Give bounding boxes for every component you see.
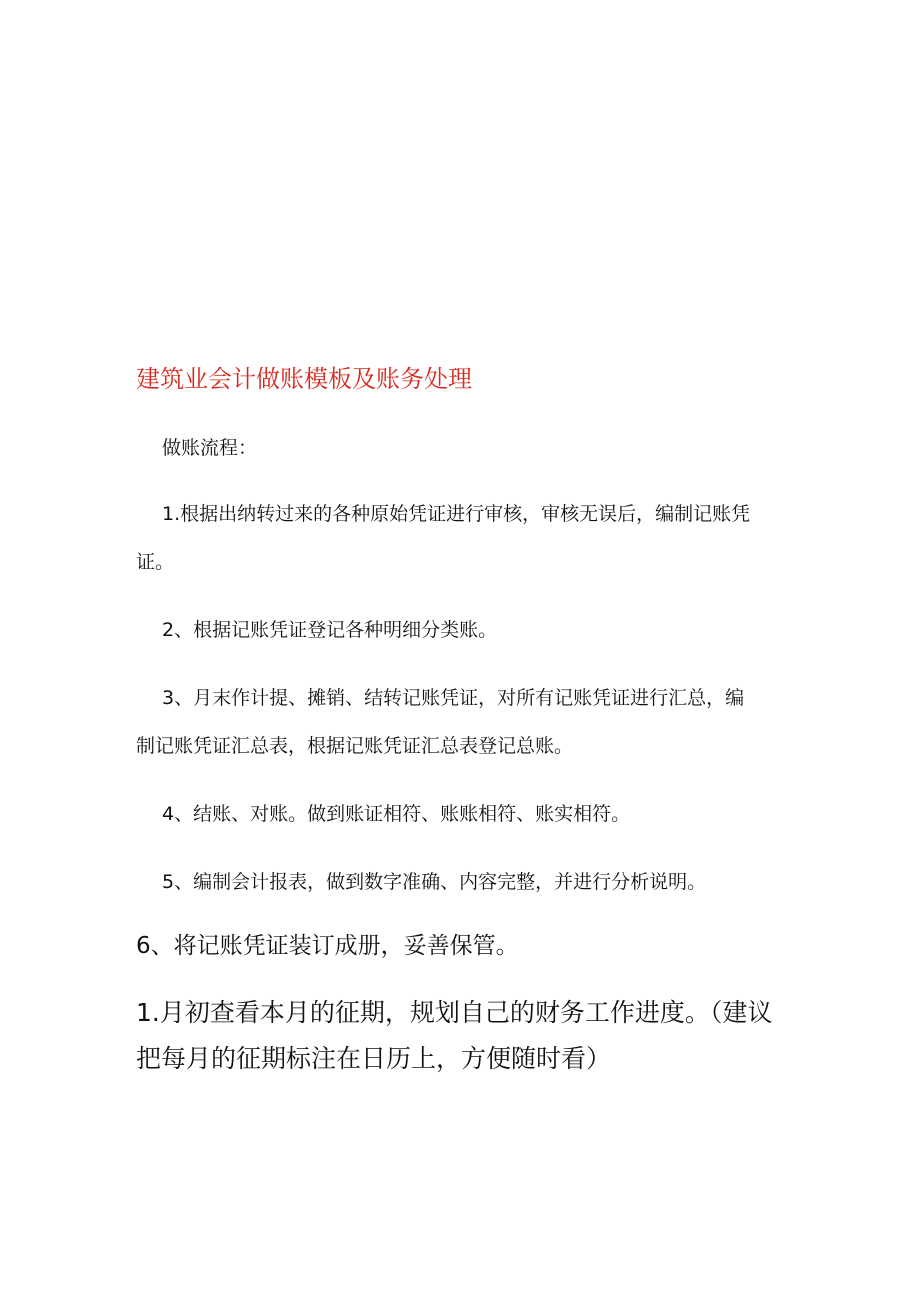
intro-text: 做账流程：: [162, 437, 258, 459]
step-4-paragraph: [136, 790, 786, 838]
step-5-paragraph: [136, 858, 786, 906]
note-line-1: 1.月初查看本月的征期，规划自己的财务工作进度。（建议: [136, 998, 773, 1027]
step-1-line-1: 1.根据出纳转过来的各种原始凭证进行审核，审核无误后，编制记账凭: [162, 503, 751, 525]
step-2-line-1: 2、根据记账凭证登记各种明细分类账。: [162, 619, 498, 641]
step-4-line-1: 4、结账、对账。做到账证相符、账账相符、账实相符。: [162, 803, 631, 825]
step-3-line-2: 制记账凭证汇总表，根据记账凭证汇总表登记总账。: [136, 735, 574, 757]
note-line-2: 把每月的征期标注在日历上，方便随时看）: [136, 1044, 612, 1073]
step-3-paragraph: [136, 674, 786, 770]
step-2-paragraph: [136, 606, 786, 654]
document-title: 建筑业会计做账模板及账务处理: [136, 365, 472, 393]
step-1-line-2: 证。: [136, 551, 175, 573]
step-1-paragraph: [136, 490, 786, 586]
intro-paragraph: [136, 424, 786, 472]
step-6-paragraph: 6、将记账凭证装订成册，妥善保管。: [136, 933, 519, 959]
step-3-line-1: 3、月末作计提、摊销、结转记账凭证，对所有记账凭证进行汇总，编: [162, 687, 745, 709]
note-paragraph: [136, 990, 786, 1082]
step-5-line-1: 5、编制会计报表，做到数字准确、内容完整，并进行分析说明。: [162, 871, 707, 893]
